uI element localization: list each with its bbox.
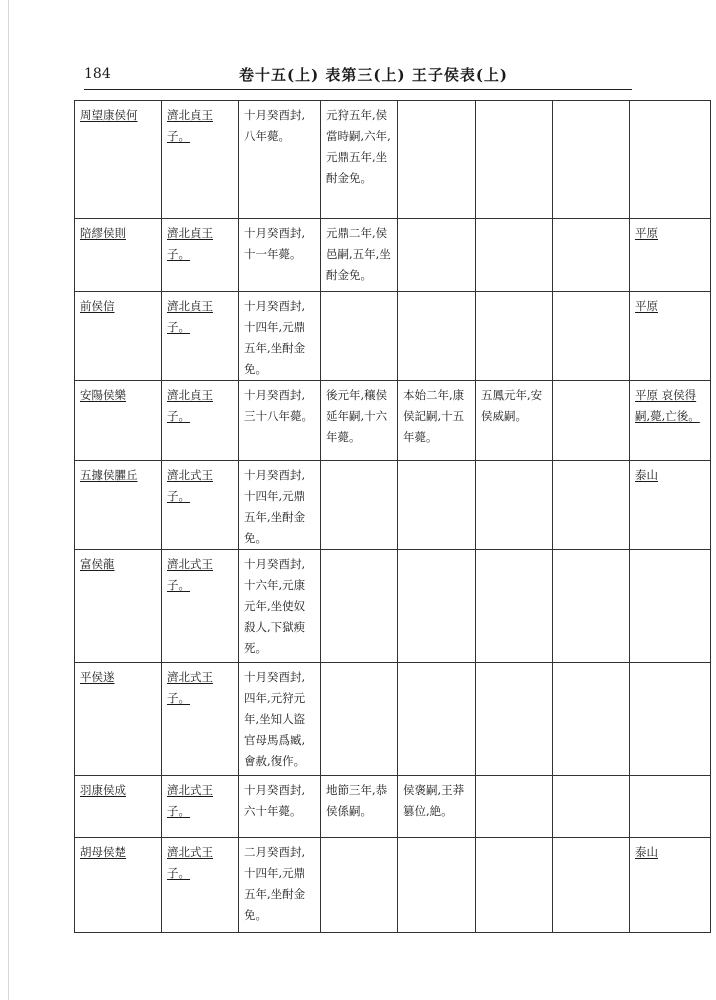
enfeoffment-cell bbox=[239, 663, 321, 776]
lineage-cell-text: 濟北式王子。 bbox=[167, 468, 213, 503]
second-generation-cell bbox=[321, 101, 398, 219]
fifth-generation-cell bbox=[553, 461, 630, 550]
commandery-cell bbox=[630, 663, 711, 776]
enfeoffment-cell bbox=[239, 381, 321, 461]
third-generation-cell bbox=[398, 663, 476, 776]
commandery-cell-text: 泰山 bbox=[635, 468, 658, 482]
fifth-generation-cell bbox=[553, 101, 630, 219]
lineage-cell bbox=[162, 461, 239, 550]
table-row bbox=[75, 381, 711, 461]
lineage-cell-text: 濟北式王子。 bbox=[167, 783, 213, 818]
marquis-name-cell bbox=[75, 776, 162, 838]
enfeoffment-cell-text: 十月癸酉封,三十八年薨。 bbox=[244, 388, 313, 423]
marquis-name-cell bbox=[75, 550, 162, 663]
lineage-cell-text: 濟北式王子。 bbox=[167, 670, 213, 705]
marquis-name-cell bbox=[75, 101, 162, 219]
marquis-name-cell bbox=[75, 219, 162, 292]
lineage-cell bbox=[162, 663, 239, 776]
fourth-generation-cell bbox=[476, 381, 553, 461]
second-generation-cell-text: 後元年,穰侯延年嗣,十六年薨。 bbox=[326, 388, 388, 444]
enfeoffment-cell bbox=[239, 776, 321, 838]
table-row bbox=[75, 461, 711, 550]
marquis-name-cell-text: 安陽侯樂 bbox=[80, 388, 126, 402]
page-number: 184 bbox=[84, 66, 111, 82]
marquis-name-cell bbox=[75, 838, 162, 933]
commandery-cell bbox=[630, 381, 711, 461]
marquis-name-cell-text: 胡母侯楚 bbox=[80, 845, 126, 859]
enfeoffment-cell bbox=[239, 219, 321, 292]
lineage-cell bbox=[162, 219, 239, 292]
commandery-cell bbox=[630, 776, 711, 838]
table-row bbox=[75, 292, 711, 381]
lineage-cell-text: 濟北式王子。 bbox=[167, 557, 213, 592]
marquis-name-cell-text: 周望康侯何 bbox=[80, 108, 138, 122]
second-generation-cell-text: 元狩五年,侯當時嗣,六年,元鼎五年,坐酎金免。 bbox=[326, 108, 391, 185]
third-generation-cell bbox=[398, 101, 476, 219]
fourth-generation-cell bbox=[476, 776, 553, 838]
enfeoffment-cell bbox=[239, 838, 321, 933]
third-generation-cell bbox=[398, 461, 476, 550]
marquis-name-cell-text: 羽康侯成 bbox=[80, 783, 126, 797]
second-generation-cell bbox=[321, 461, 398, 550]
table-row bbox=[75, 663, 711, 776]
marquis-name-cell-text: 陪繆侯則 bbox=[80, 226, 126, 240]
enfeoffment-cell bbox=[239, 550, 321, 663]
enfeoffment-cell bbox=[239, 101, 321, 219]
commandery-cell bbox=[630, 219, 711, 292]
fourth-generation-cell bbox=[476, 550, 553, 663]
lineage-cell bbox=[162, 292, 239, 381]
second-generation-cell bbox=[321, 381, 398, 461]
third-generation-cell bbox=[398, 381, 476, 461]
fifth-generation-cell bbox=[553, 838, 630, 933]
second-generation-cell bbox=[321, 550, 398, 663]
page-header bbox=[84, 62, 632, 88]
enfeoffment-cell-text: 十月癸酉封,十一年薨。 bbox=[244, 226, 306, 261]
commandery-cell bbox=[630, 838, 711, 933]
lineage-cell bbox=[162, 838, 239, 933]
table-row bbox=[75, 219, 711, 292]
lineage-cell-text: 濟北貞王子。 bbox=[167, 226, 213, 261]
commandery-cell-text: 平原 bbox=[635, 226, 658, 240]
commandery-cell bbox=[630, 461, 711, 550]
enfeoffment-cell-text: 十月癸酉封,十四年,元鼎五年,坐酎金免。 bbox=[244, 299, 306, 376]
enfeoffment-cell bbox=[239, 292, 321, 381]
table-row bbox=[75, 101, 711, 219]
commandery-cell bbox=[630, 292, 711, 381]
lineage-cell bbox=[162, 550, 239, 663]
enfeoffment-cell-text: 十月癸酉封,十四年,元鼎五年,坐酎金免。 bbox=[244, 468, 306, 545]
fourth-generation-cell bbox=[476, 292, 553, 381]
commandery-cell-text: 泰山 bbox=[635, 845, 658, 859]
lineage-cell-text: 濟北式王子。 bbox=[167, 845, 213, 880]
second-generation-cell bbox=[321, 838, 398, 933]
marquis-name-cell-text: 五據侯臞丘 bbox=[80, 468, 138, 482]
fifth-generation-cell bbox=[553, 292, 630, 381]
enfeoffment-cell-text: 十月癸酉封,八年薨。 bbox=[244, 108, 306, 143]
enfeoffment-cell-text: 十月癸酉封,六十年薨。 bbox=[244, 783, 306, 818]
header-rule bbox=[84, 89, 632, 90]
table-row bbox=[75, 838, 711, 933]
fourth-generation-cell bbox=[476, 838, 553, 933]
second-generation-cell-text: 地節三年,恭侯係嗣。 bbox=[326, 783, 388, 818]
table-row bbox=[75, 776, 711, 838]
second-generation-cell bbox=[321, 663, 398, 776]
marquis-name-cell bbox=[75, 381, 162, 461]
commandery-cell bbox=[630, 550, 711, 663]
fifth-generation-cell bbox=[553, 381, 630, 461]
fifth-generation-cell bbox=[553, 219, 630, 292]
third-generation-cell-text: 本始二年,康侯記嗣,十五年薨。 bbox=[403, 388, 465, 444]
fifth-generation-cell bbox=[553, 550, 630, 663]
lineage-cell-text: 濟北貞王子。 bbox=[167, 108, 213, 143]
commandery-cell bbox=[630, 101, 711, 219]
second-generation-cell-text: 元鼎二年,侯邑嗣,五年,坐酎金免。 bbox=[326, 226, 391, 282]
second-generation-cell bbox=[321, 776, 398, 838]
fourth-generation-cell-text: 五鳳元年,安侯威嗣。 bbox=[481, 388, 543, 423]
fourth-generation-cell bbox=[476, 219, 553, 292]
third-generation-cell-text: 侯褒嗣,王莽篡位,絶。 bbox=[403, 783, 465, 818]
marquis-name-cell-text: 富侯龍 bbox=[80, 557, 115, 571]
fourth-generation-cell bbox=[476, 101, 553, 219]
table-row bbox=[75, 550, 711, 663]
marquis-name-cell-text: 平侯遂 bbox=[80, 670, 115, 684]
lineage-cell-text: 濟北貞王子。 bbox=[167, 388, 213, 423]
enfeoffment-cell-text: 二月癸酉封,十四年,元鼎五年,坐酎金免。 bbox=[244, 845, 306, 922]
third-generation-cell bbox=[398, 292, 476, 381]
third-generation-cell bbox=[398, 219, 476, 292]
commandery-cell-text: 平原 哀侯得嗣,薨,亡後。 bbox=[635, 388, 700, 423]
marquis-name-cell bbox=[75, 292, 162, 381]
enfeoffment-cell-text: 十月癸酉封,四年,元狩元年,坐知人盜官母馬爲臧,會赦,復作。 bbox=[244, 670, 306, 768]
marquis-table bbox=[74, 100, 711, 933]
lineage-cell-text: 濟北貞王子。 bbox=[167, 299, 213, 334]
enfeoffment-cell bbox=[239, 461, 321, 550]
second-generation-cell bbox=[321, 219, 398, 292]
commandery-cell-text: 平原 bbox=[635, 299, 658, 313]
third-generation-cell bbox=[398, 776, 476, 838]
third-generation-cell bbox=[398, 550, 476, 663]
third-generation-cell bbox=[398, 838, 476, 933]
marquis-name-cell bbox=[75, 663, 162, 776]
enfeoffment-cell-text: 十月癸酉封,十六年,元康元年,坐使奴殺人,下獄瘐死。 bbox=[244, 557, 306, 655]
fifth-generation-cell bbox=[553, 663, 630, 776]
second-generation-cell bbox=[321, 292, 398, 381]
fifth-generation-cell bbox=[553, 776, 630, 838]
marquis-name-cell bbox=[75, 461, 162, 550]
fourth-generation-cell bbox=[476, 461, 553, 550]
running-title: 卷十五(上) 表第三(上) 王子侯表(上) bbox=[239, 66, 509, 84]
lineage-cell bbox=[162, 101, 239, 219]
lineage-cell bbox=[162, 381, 239, 461]
page-edge bbox=[8, 0, 9, 1000]
marquis-name-cell-text: 前侯信 bbox=[80, 299, 115, 313]
fourth-generation-cell bbox=[476, 663, 553, 776]
lineage-cell bbox=[162, 776, 239, 838]
